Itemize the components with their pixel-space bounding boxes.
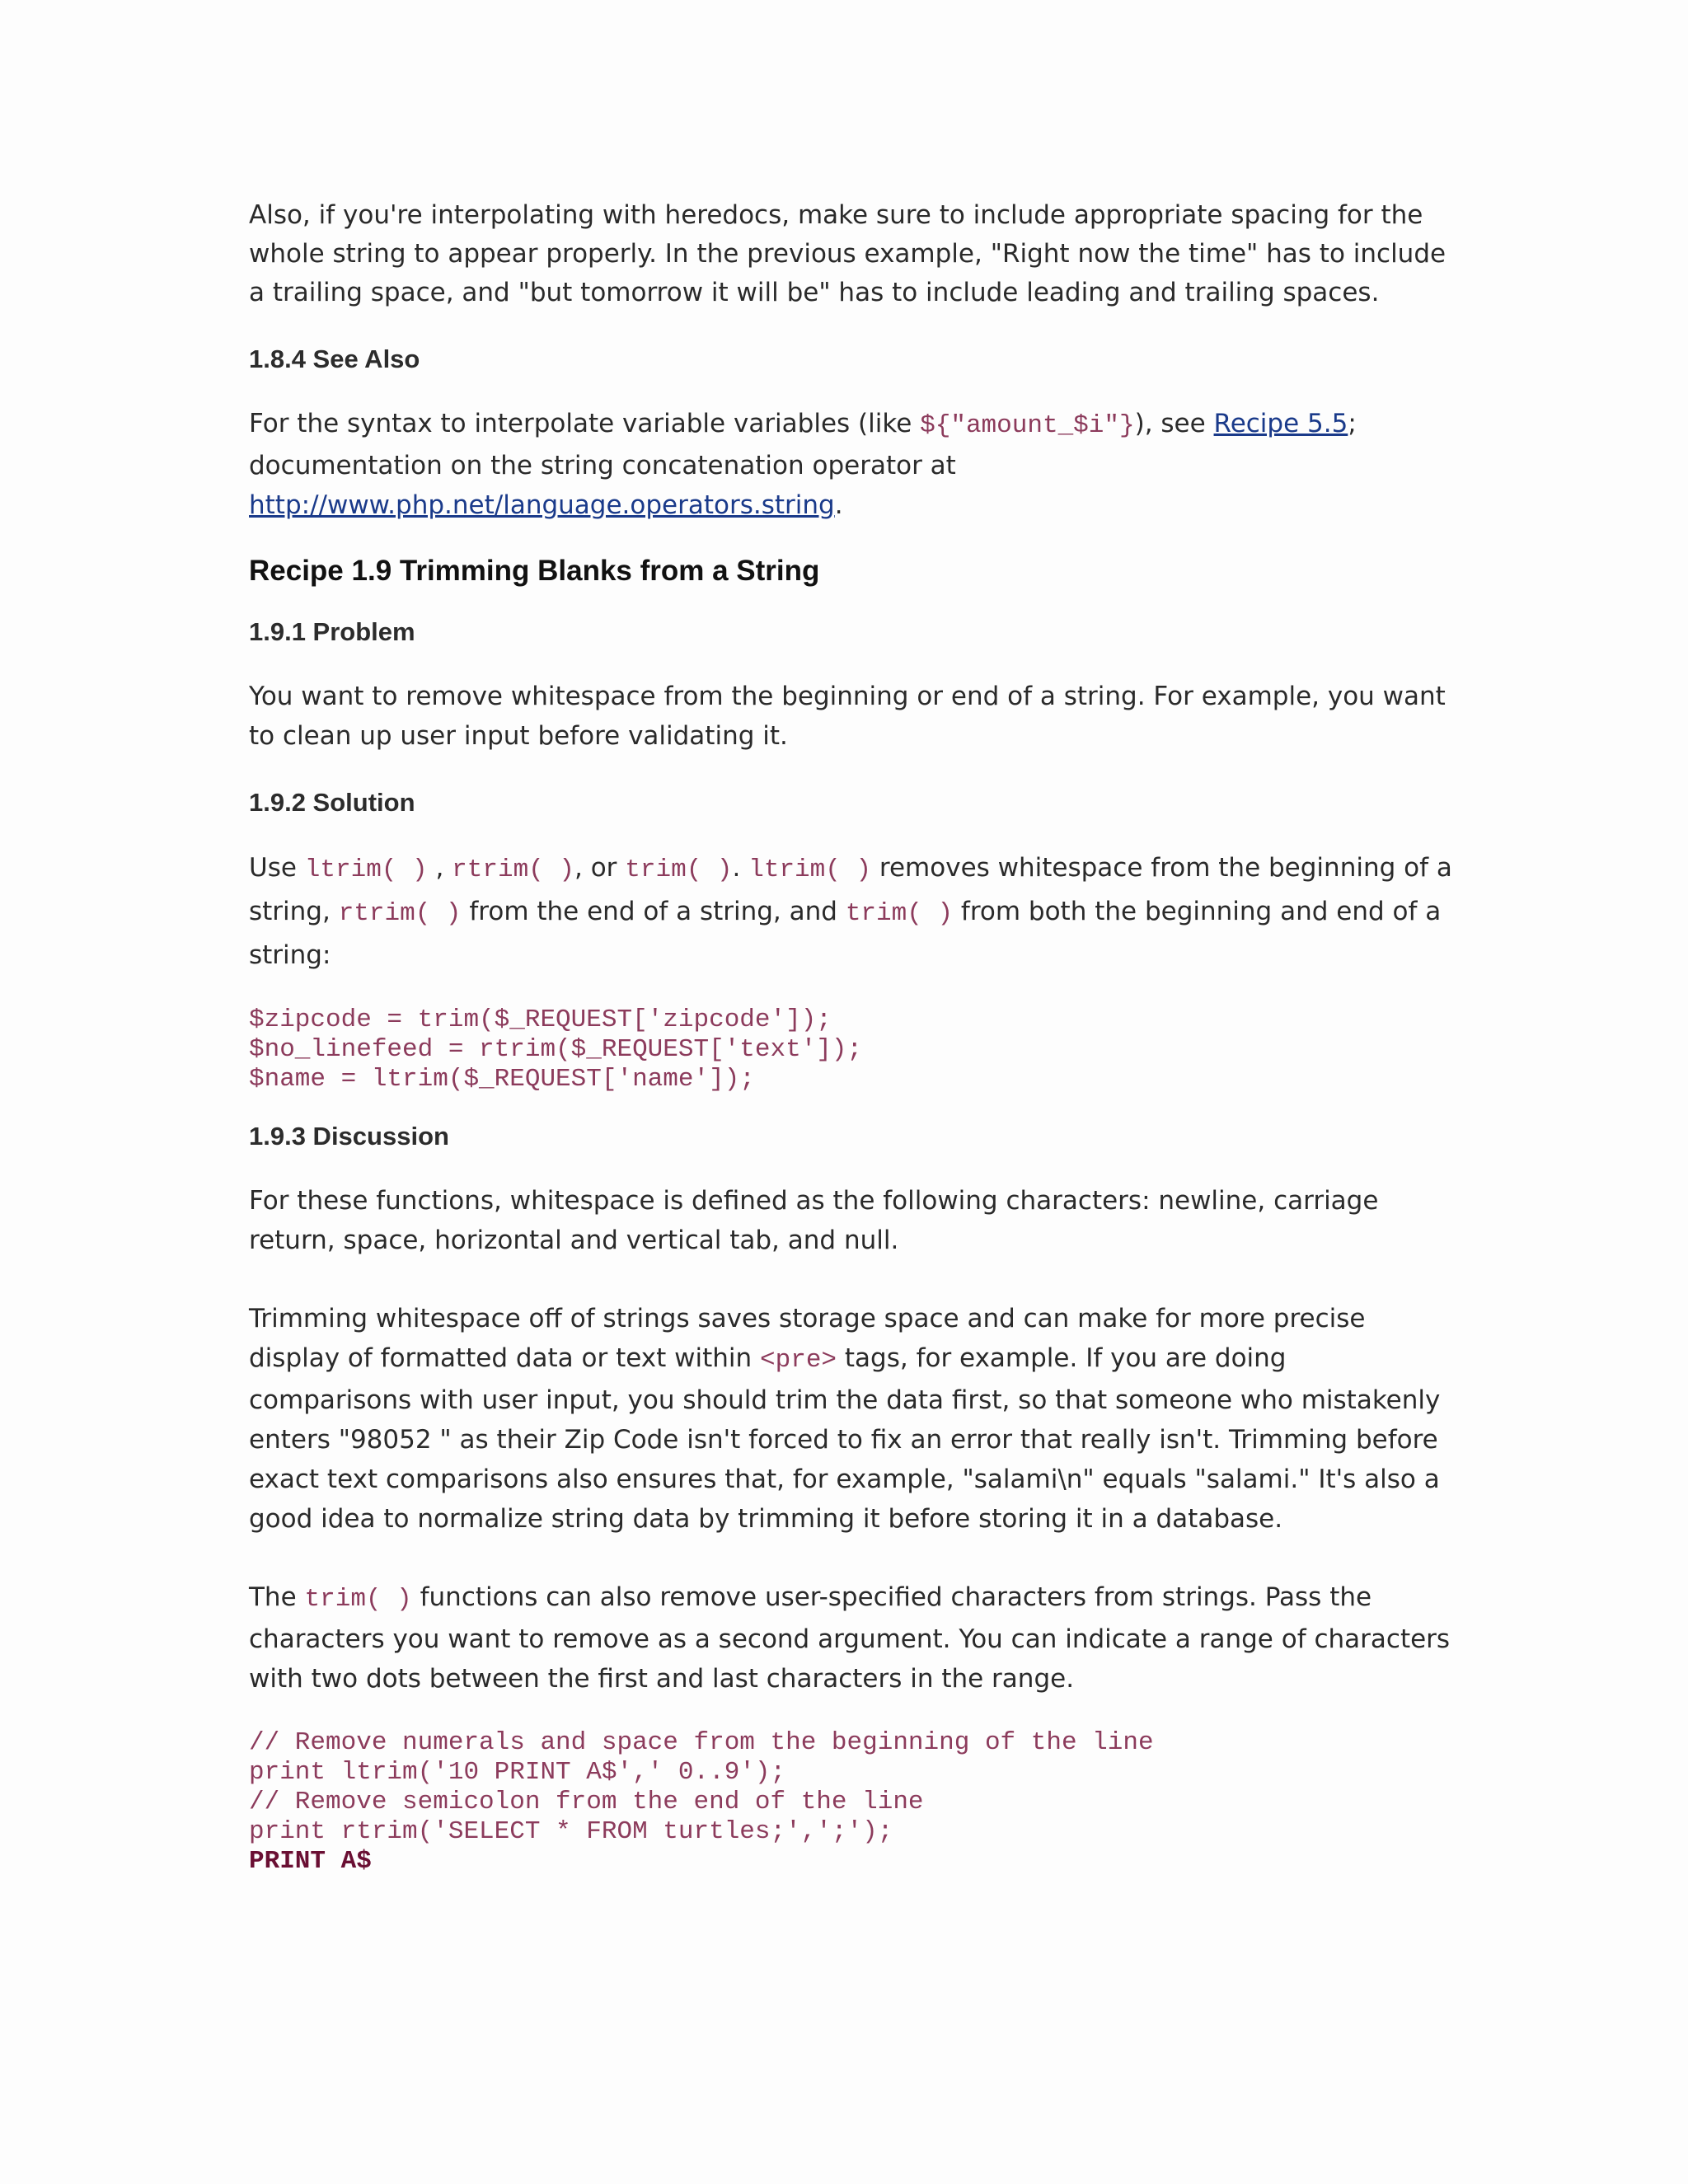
- code-line: // Remove numerals and space from the beginning of the line: [249, 1728, 1154, 1757]
- code-output-line: PRINT A$: [249, 1847, 372, 1876]
- solution-text-1: Use: [249, 853, 305, 883]
- code-line: $no_linefeed = rtrim($_REQUEST['text']);: [249, 1035, 863, 1064]
- solution-text-7: from both the beginning and end of a string:: [249, 897, 1442, 970]
- see-also-text-4: .: [834, 490, 843, 520]
- solution-paragraph: [249, 847, 1452, 976]
- code-line: print rtrim('SELECT * FROM turtles;',';');: [249, 1817, 893, 1846]
- solution-text-5: removes whitespace from the beginning of a string,: [249, 853, 1452, 926]
- solution-text-4: .: [732, 853, 749, 883]
- ltrim-code-2: ltrim( ): [748, 855, 872, 884]
- trim-code: trim( ): [625, 855, 733, 884]
- rtrim-code-2: rtrim( ): [338, 899, 462, 928]
- recipe-title: Recipe 1.9 Trimming Blanks from a String: [249, 555, 820, 587]
- discussion-2-text-b: tags, for example. If you are doing comparisons with user input, you should trim the data first, so that someone who mistakenly enters "98052 " as their Zip Code isn't forced to fix an error that really isn't. Trimming before exact text comparisons also ensures that, for example, "salami\n" equals "salami." It's also a good idea to normalize string data by trimming it before storing it in a database.: [249, 1343, 1441, 1534]
- discussion-code-block: [249, 1728, 1452, 1877]
- code-line: // Remove semicolon from the end of the line: [249, 1788, 924, 1816]
- trim-function-code: trim( ): [304, 1585, 412, 1614]
- see-also-paragraph: [249, 404, 1452, 525]
- solution-heading: 1.9.2 Solution: [249, 788, 415, 817]
- code-line: $name = ltrim($_REQUEST['name']);: [249, 1065, 755, 1094]
- solution-text-6: from the end of a string, and: [461, 897, 846, 926]
- php-operators-link[interactable]: http://www.php.net/language.operators.string: [249, 490, 835, 520]
- see-also-text-2: ), see: [1134, 409, 1214, 438]
- discussion-3-text-a: The: [249, 1582, 305, 1612]
- discussion-3-text-b: functions can also remove user-specified characters from strings. Pass the characters you want to remove as a second argument. You can indicate a range of characters with two dots between the first and last characters in the range.: [249, 1582, 1451, 1694]
- recipe-5-5-link[interactable]: Recipe 5.5: [1213, 409, 1348, 438]
- see-also-text-1: For the syntax to interpolate variable variables (like: [249, 409, 921, 438]
- code-line: $zipcode = trim($_REQUEST['zipcode']);: [249, 1005, 832, 1034]
- discussion-paragraph-1: For these functions, whitespace is defined as the following characters: newline, carriage return, space, horizontal and vertical tab, and null.: [249, 1186, 1379, 1255]
- see-also-heading: 1.8.4 See Also: [249, 344, 420, 373]
- see-also-text-3: ; documentation on the string concatenation operator at: [249, 409, 1357, 480]
- solution-code-block: [249, 1005, 1452, 1094]
- discussion-heading: 1.9.3 Discussion: [249, 1122, 449, 1151]
- interpolation-code: ${"amount_$i"}: [920, 411, 1135, 440]
- intro-paragraph: Also, if you're interpolating with heredocs, make sure to include appropriate spacing for the whole string to appear properly. In the previous example, "Right now the time" has to include a trailing space, and "but tomorrow it will be" has to include leading and trailing spaces.: [249, 200, 1447, 307]
- code-line: print ltrim('10 PRINT A$',' 0..9');: [249, 1758, 786, 1787]
- rtrim-code: rtrim( ): [452, 855, 574, 884]
- solution-text-3: , or: [574, 853, 626, 883]
- discussion-2-text-a: Trimming whitespace off of strings saves storage space and can make for more precise display of formatted data or text within: [249, 1304, 1366, 1373]
- document-page: [249, 196, 1452, 1877]
- ltrim-code: ltrim( ): [304, 855, 428, 884]
- trim-code-2: trim( ): [845, 899, 954, 928]
- pre-tag-code: <pre>: [760, 1346, 837, 1375]
- solution-text-2: ,: [427, 853, 452, 883]
- discussion-paragraph-3: [249, 1577, 1452, 1699]
- problem-paragraph: You want to remove whitespace from the beginning or end of a string. For example, you want to clean up user input before validating it.: [249, 682, 1446, 751]
- discussion-paragraph-2: [249, 1299, 1452, 1539]
- problem-heading: 1.9.1 Problem: [249, 617, 415, 646]
